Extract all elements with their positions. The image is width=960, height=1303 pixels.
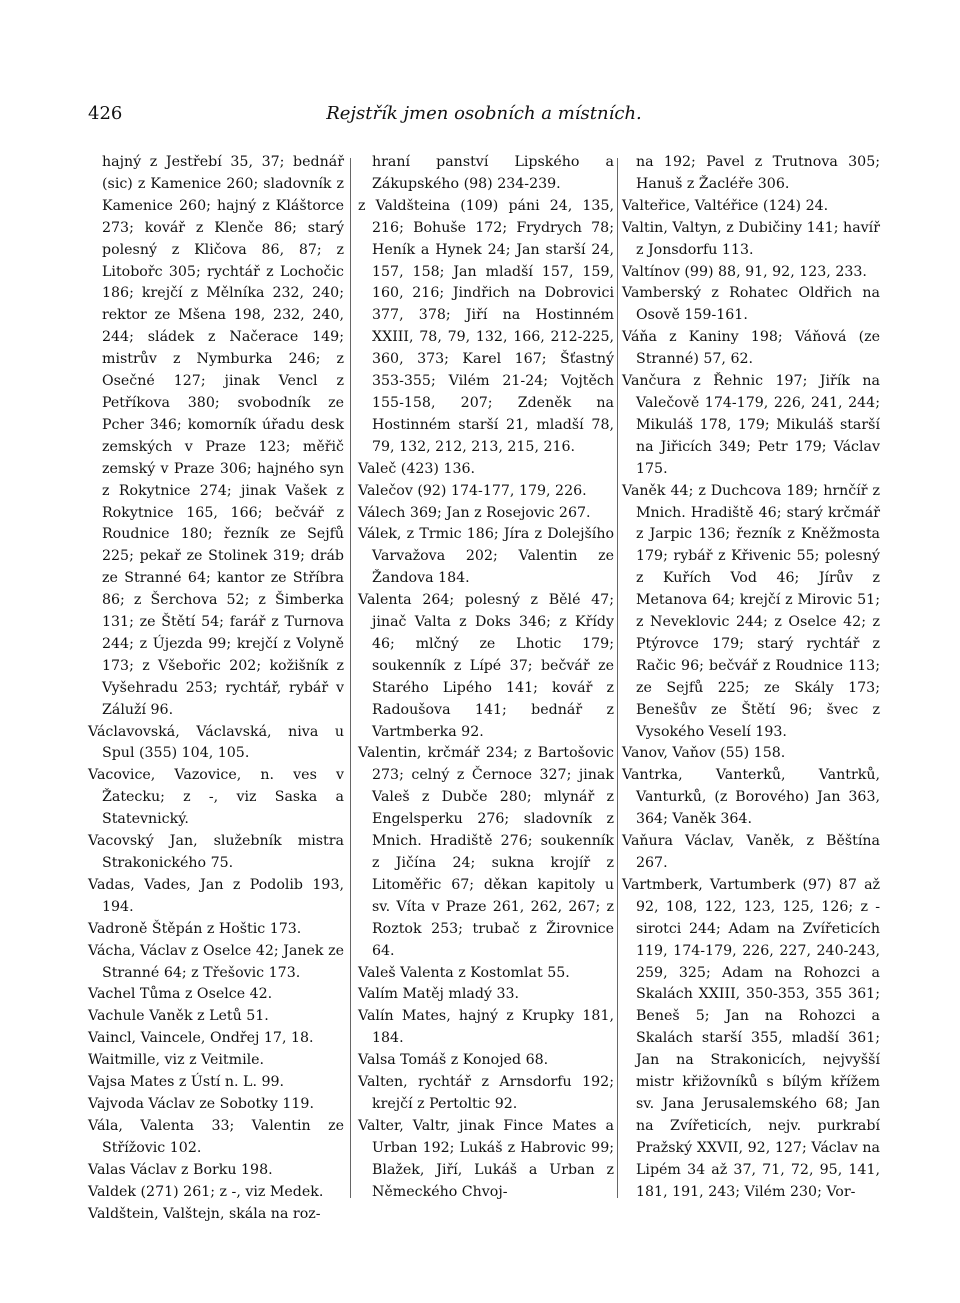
index-column-1 — [88, 152, 344, 1222]
index-entry: Valtin, Valtyn, z Dubičiny 141; havíř z Jonsdorfu 113. — [622, 219, 880, 258]
index-entry: hajný z Jestřebí 35, 37; bednář (sic) z Kamenice 260; sladovník z Kamenice 260; hajný z Kláštorce 273; kovář z Klenče 86; starý polesný z Kličova 86, 87; z Litobořc 305; rychtář z Lochočic 186; krejčí z Mělníka 232, 240; rektor ze Mšena 198, 232, 240, 244; sládek z Načerace 149; mistrův z Nymburka 246; z Osečné 127; jinak Vencl z Petříkova 380; svobodník ze Pcher 346; komorník úřadu desk zemských v Praze 123; měřič zemský v Praze 306; hajného syn z Rokytnice 274; jinak Vašek z Rokytnice 165, 166; bečvář z Roudnice 180; řezník ze Sejfů 225; pekař ze Stolinek 319; dráb ze Stranné 64; kantor ze Stříbra 86; z Šerchova 52; z Šimberka 131; ze Štětí 54; farář z Turnova 244; z Újezda 99; krejčí z Volyně 173; z Všebořic 202; kožišník z Vyšehradu 253; rychtář, rybář v Záluží 96. — [102, 154, 344, 718]
index-entry: Valtínov (99) 88, 91, 92, 123, 233. — [622, 263, 867, 280]
index-entry: Valdek (271) 261; z -, viz Medek. — [88, 1183, 324, 1200]
index-entry: Valeč (423) 136. — [358, 460, 476, 477]
running-title: Rejstřík jmen osobních a místních. — [326, 103, 642, 124]
index-entry: Valter, Valtr, jinak Fince Mates a Urban 192; Lukáš z Habrovic 99; Blažek, Jiří, Lukáš a Urban z Německého Chvoj- — [358, 1117, 614, 1200]
index-entry: Vančura z Řehnic 197; Jiřík na Valečově 174-179, 226, 241, 244; Mikuláš 178, 179; Mikuláš starší na Jiřicích 349; Petr 179; Václav 175. — [622, 373, 880, 477]
index-entry: Vaňura Václav, Vaněk, z Běštína 267. — [622, 833, 880, 871]
index-entry: Vanov, Vaňov (55) 158. — [622, 745, 786, 762]
index-entry: Vamberský z Rohatec Oldřich na Osově 159-161. — [622, 285, 880, 324]
index-entry: Valín Mates, hajný z Krupky 181, 184. — [358, 1008, 614, 1047]
index-entry: Václavovská, Václavská, niva u Spul (355) 104, 105. — [88, 723, 344, 762]
index-entry: Valenta 264; polesný z Bělé 47; jinač Valta z Doks 346; z Křídy 46; mlčný ze Lhotic 179; soukenník z Lípé 37; bečvář ze Starého Lipého 141; kovář z Radoušova 141; bednář z Vartmberka 92. — [358, 592, 614, 740]
index-entry: z Valdšteina (109) páni 24, 135, 216; Bohuše 172; Frydrych 78; Heník a Hynek 24; Jan starší 24, 157, 158; Jan mladší 157, 159, 160, 216; Jindřich na Dobrovici 377, 378; Jiří na Hostinném XXIII, 78, 79, 132, 166, 212-225, 360, 373; Karel 167; Šťastný 353-355; Vilém 21-24; Vojtěch 155-158, 207; Zdeněk na Hostinném starší 21, mladší 78, 79, 132, 212, 213, 215, 216. — [358, 197, 614, 455]
index-entry: Valteřice, Valtéřice (124) 24. — [622, 197, 829, 214]
index-entry: Valečov (92) 174-177, 179, 226. — [358, 482, 587, 499]
index-entry: Vacovice, Vazovice, n. ves v Žatecku; z -, viz Saska a Statevnický. — [88, 767, 344, 828]
index-entry: na 192; Pavel z Trutnova 305; Hanuš z Žacléře 306. — [636, 154, 880, 192]
page-header — [88, 103, 880, 127]
page-number: 426 — [88, 103, 123, 124]
index-entry: hraní panství Lipského a Zákupského (98) 234-239. — [372, 154, 614, 192]
index-entry: Vacovský Jan, služebník mistra Strakonického 75. — [88, 833, 344, 871]
index-entry: Waitmille, viz z Veitmile. — [88, 1052, 265, 1069]
index-entry: Vála, Valenta 33; Valentin ze Střížovic 102. — [88, 1117, 344, 1156]
column-rule — [617, 158, 618, 1198]
index-entry: Vantrka, Vanterků, Vantrků, Vanturků, (z Borového) Jan 363, 364; Vaněk 364. — [622, 767, 880, 828]
index-entry: Vajsa Mates z Ústí n. L. 99. — [88, 1074, 285, 1091]
column-rule — [350, 158, 351, 1198]
index-entry: Vadroně Štěpán z Hoštic 173. — [88, 920, 302, 937]
index-entry: Valím Matěj mladý 33. — [358, 986, 520, 1003]
index-column-3 — [622, 152, 880, 1202]
index-entry: Válech 369; Jan z Rosejovic 267. — [358, 504, 591, 521]
index-entry: Válek, z Trmic 186; Jíra z Dolejšího Varvažova 202; Valentin ze Žandova 184. — [358, 526, 614, 587]
index-entry: Vachel Tůma z Oselce 42. — [88, 986, 273, 1003]
index-entry: Vachule Vaněk z Letů 51. — [88, 1008, 269, 1025]
index-entry: Vaincl, Vaincele, Ondřej 17, 18. — [88, 1030, 314, 1047]
index-columns — [88, 152, 888, 1222]
index-column-2 — [358, 152, 614, 1202]
index-entry: Valdštein, Valštejn, skála na roz- — [88, 1205, 321, 1222]
index-entry: Vadas, Vades, Jan z Podolib 193, 194. — [88, 876, 344, 915]
index-entry: Valas Václav z Borku 198. — [88, 1161, 273, 1178]
index-entry: Valten, rychtář z Arnsdorfu 192; krejčí z Pertoltic 92. — [358, 1074, 614, 1112]
index-entry: Vácha, Václav z Oselce 42; Janek ze Stranné 64; z Třešovic 173. — [88, 942, 344, 981]
index-entry: Vajvoda Václav ze Sobotky 119. — [88, 1095, 314, 1112]
index-entry: Valeš Valenta z Kostomlat 55. — [358, 964, 570, 981]
index-entry: Valentin, krčmář 234; z Bartošovic 273; celný z Černoce 327; jinak Valeš z Dubče 280; mlynář z Engelsperku 276; sladovník z Mnich. Hradiště 276; soukenník z Jičína 24; sukna krojíř z Litoměřic 67; děkan kapitoly u sv. Víta v Praze 261, 262, 267; z Roztok 253; trubač z Žirovnice 64. — [358, 745, 614, 959]
index-entry: Vaněk 44; z Duchcova 189; hrnčíř z Mnich. Hradiště 46; starý krčmář z Jarpic 136; řezník z Kněžmosta 179; rybář z Křivenic 55; polesný z Kuřích Vod 46; Jírův z Metanova 64; krejčí z Mirovic 51; z Neveklovic 244; z Oselce 42; z Ptýrovce 179; starý rychtář z Račic 96; bečvář z Roudnice 113; ze Sejfů 225; ze Skály 173; Benešův ze Štětí 96; švec z Vysokého Veselí 193. — [622, 482, 880, 740]
index-entry: Váňa z Kaniny 198; Váňová (ze Stranné) 57, 62. — [622, 329, 880, 368]
index-entry: Valsa Tomáš z Konojed 68. — [358, 1052, 549, 1069]
index-entry: Vartmberk, Vartumberk (97) 87 až 92, 108, 122, 123, 125, 126; z - sirotci 244; Adam na Zvířeticích 119, 174-179, 226, 227, 240-243, 259, 325; Adam na Rohozci a Skalách XXIII, 350-353, 355 361; Beneš 5; Jan na Rohozci a Skalách starší 355, mladší 361; Jan na Strakonicích, nejvyšší mistr křižovníků s bílým křížem sv. Jana Jerusalemského 68; Jan na Zvířeticích, nejv. purkrabí Pražský XXVII, 92, 127; Václav na Lipém 34 až 37, 71, 72, 95, 141, 181, 191, 243; Vilém 230; Vor- — [622, 876, 880, 1200]
